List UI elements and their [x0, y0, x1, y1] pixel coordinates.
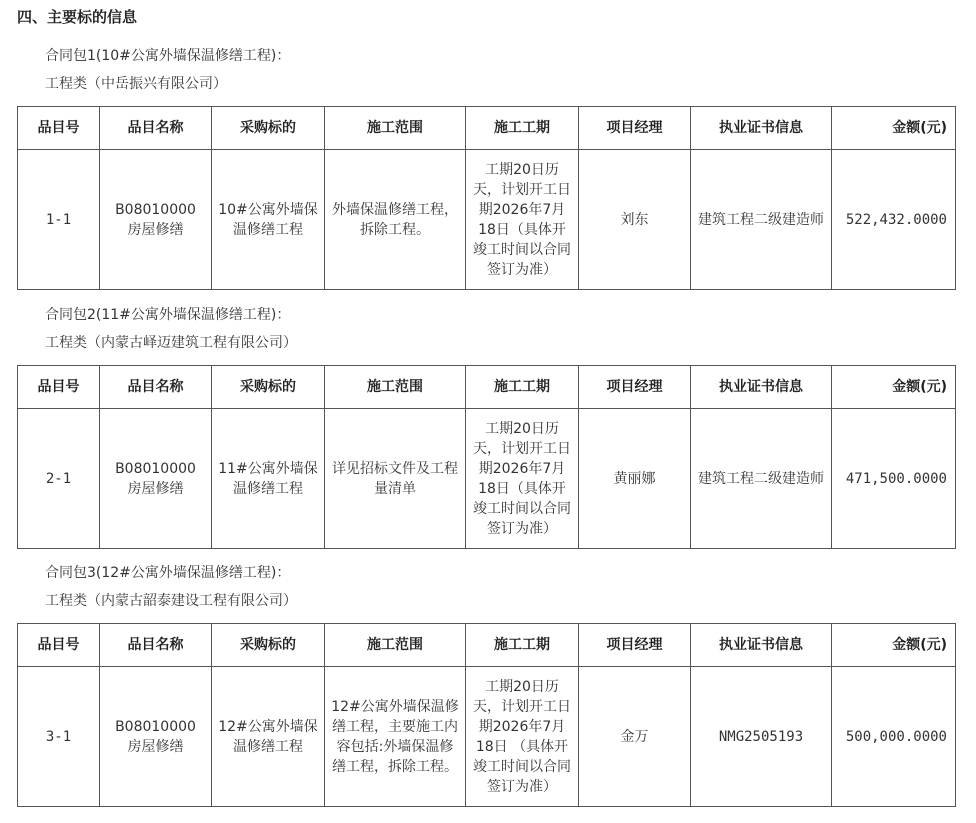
- header-scope: 施工范围: [325, 624, 466, 667]
- manager: 刘东: [579, 150, 691, 290]
- header-item-name: 品目名称: [100, 366, 212, 409]
- certificate: 建筑工程二级建造师: [691, 150, 832, 290]
- package-3-title: 合同包3(12#公寓外墙保温修缮工程)：: [45, 565, 291, 581]
- header-certificate: 执业证书信息: [691, 107, 832, 150]
- item-no: 3-1: [18, 667, 100, 807]
- target: 12#公寓外墙保温修缮工程: [212, 667, 325, 807]
- package-2-vendor: 工程类（内蒙古峄迈建筑工程有限公司）: [45, 335, 297, 351]
- header-scope: 施工范围: [325, 366, 466, 409]
- table-row: [18, 409, 956, 549]
- section-title: 四、主要标的信息: [17, 8, 138, 26]
- header-target: 采购标的: [212, 107, 325, 150]
- header-item-no: 品目号: [18, 366, 100, 409]
- table-header-row: [18, 624, 956, 667]
- amount: 522,432.0000: [832, 150, 956, 290]
- header-period: 施工工期: [466, 107, 579, 150]
- header-item-no: 品目号: [18, 107, 100, 150]
- scope: 12#公寓外墙保温修缮工程，主要施工内容包括:外墙保温修缮工程，拆除工程。: [325, 667, 466, 807]
- header-amount: 金额(元): [832, 624, 956, 667]
- package-1-title: 合同包1(10#公寓外墙保温修缮工程)：: [45, 48, 291, 64]
- item-no: 1-1: [18, 150, 100, 290]
- header-amount: 金额(元): [832, 107, 956, 150]
- header-manager: 项目经理: [579, 624, 691, 667]
- package-2-table: [17, 365, 956, 549]
- amount: 471,500.0000: [832, 409, 956, 549]
- header-item-name: 品目名称: [100, 624, 212, 667]
- amount: 500,000.0000: [832, 667, 956, 807]
- header-certificate: 执业证书信息: [691, 366, 832, 409]
- scope: 外墙保温修缮工程，拆除工程。: [325, 150, 466, 290]
- package-2-title: 合同包2(11#公寓外墙保温修缮工程)：: [45, 307, 291, 323]
- header-target: 采购标的: [212, 366, 325, 409]
- period: 工期20日历天，计划开工日期2026年7月18日（具体开竣工时间以合同签订为准）: [466, 409, 579, 549]
- certificate: 建筑工程二级建造师: [691, 409, 832, 549]
- header-item-name: 品目名称: [100, 107, 212, 150]
- table-row: [18, 150, 956, 290]
- manager: 金万: [579, 667, 691, 807]
- table-header-row: [18, 366, 956, 409]
- target: 11#公寓外墙保温修缮工程: [212, 409, 325, 549]
- package-3-table: [17, 623, 956, 807]
- header-amount: 金额(元): [832, 366, 956, 409]
- header-period: 施工工期: [466, 366, 579, 409]
- header-period: 施工工期: [466, 624, 579, 667]
- header-manager: 项目经理: [579, 107, 691, 150]
- header-item-no: 品目号: [18, 624, 100, 667]
- package-1-table: [17, 106, 956, 290]
- table-row: [18, 667, 956, 807]
- item-name: B08010000 房屋修缮: [100, 409, 212, 549]
- header-scope: 施工范围: [325, 107, 466, 150]
- header-certificate: 执业证书信息: [691, 624, 832, 667]
- period: 工期20日历天，计划开工日期2026年7月18日（具体开竣工时间以合同签订为准）: [466, 150, 579, 290]
- manager: 黄丽娜: [579, 409, 691, 549]
- scope: 详见招标文件及工程量清单: [325, 409, 466, 549]
- table-header-row: [18, 107, 956, 150]
- package-3-vendor: 工程类（内蒙古韶泰建设工程有限公司）: [45, 593, 297, 609]
- item-no: 2-1: [18, 409, 100, 549]
- header-target: 采购标的: [212, 624, 325, 667]
- certificate: NMG2505193: [691, 667, 832, 807]
- item-name: B08010000 房屋修缮: [100, 150, 212, 290]
- target: 10#公寓外墙保温修缮工程: [212, 150, 325, 290]
- item-name: B08010000 房屋修缮: [100, 667, 212, 807]
- package-1-vendor: 工程类（中岳振兴有限公司）: [45, 76, 227, 92]
- header-manager: 项目经理: [579, 366, 691, 409]
- period: 工期20日历天，计划开工日期2026年7月18日 （具体开竣工时间以合同签订为准）: [466, 667, 579, 807]
